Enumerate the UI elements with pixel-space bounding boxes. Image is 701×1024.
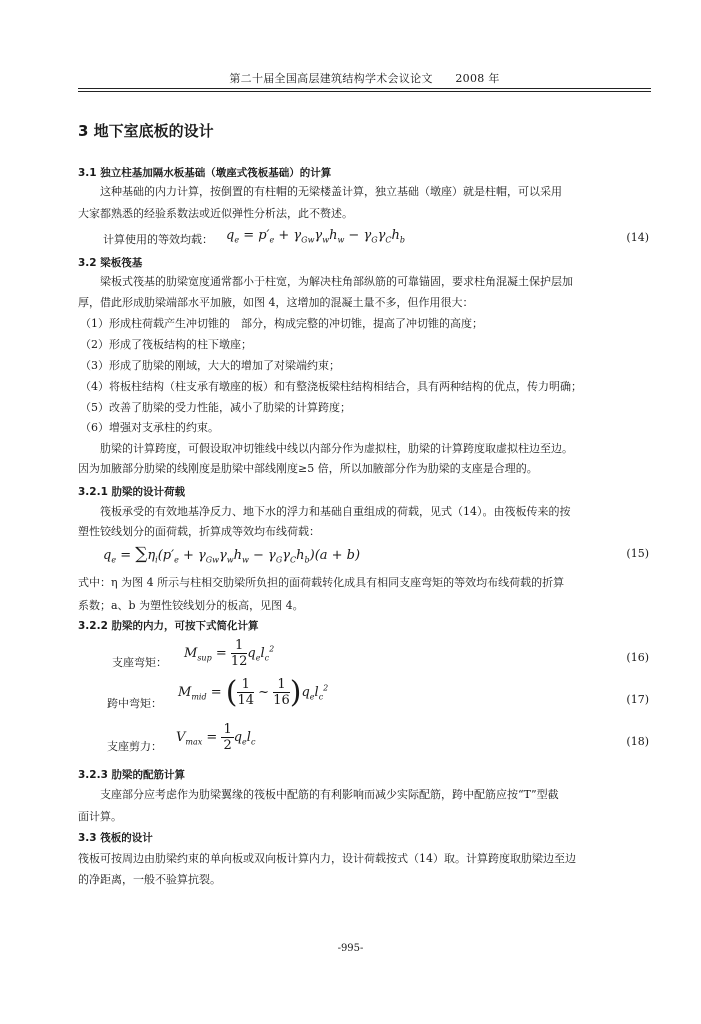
header-rule: [78, 88, 651, 89]
equation-18: $V_{max}$ = $\frac{1}{2}$ $q_el_c$: [176, 722, 256, 753]
header-rule-thin: [78, 91, 651, 92]
equation-16: $M_{sup}$ = $\frac{1}{12}$ $q_el_c^2$: [184, 638, 275, 669]
heading-3-3: 3.3 筏板的设计: [78, 832, 153, 844]
heading-3-2-2: 3.2.2 肋梁的内力，可按下式简化计算: [78, 620, 259, 632]
paragraph-line: 筏板承受的有效地基净反力、地下水的浮力和基础自重组成的荷载，见式（14）。由筏板传来的按: [100, 505, 571, 518]
list-item: （1）形成柱荷载产生冲切锥的 部分，构成完整的冲切锥，提高了冲切锥的高度；: [80, 317, 483, 330]
paragraph-line: 这种基础的内力计算，按倒置的有柱帽的无梁楼盖计算，独立基础（墩座）就是柱帽，可以采用: [100, 185, 562, 198]
equation-note: 式中：η 为图 4 所示与柱相交肋梁所负担的面荷载转化成具有相同支座弯矩的等效均布线荷载的折算: [78, 576, 565, 589]
paragraph-line: 筏板可按周边由肋梁约束的单向板或双向板计算内力，设计荷载按式（14）取。计算跨度取肋梁边至边: [78, 852, 576, 865]
equation-number: (16): [626, 651, 649, 664]
equation-number: (18): [626, 735, 649, 748]
equation-intro: 计算使用的等效均载：: [103, 233, 213, 246]
heading-3-1: 3.1 独立柱基加隔水板基础（墩座式筏板基础）的计算: [78, 167, 332, 179]
paragraph-line: 支座部分应考虑作为肋梁翼缘的筏板中配筋的有利影响而减少实际配筋，跨中配筋应按“T”型截: [100, 788, 559, 801]
paragraph-line: 梁板式筏基的肋梁宽度通常都小于柱宽，为解决柱角部纵筋的可靠锚固，要求柱角混凝土保护层加: [100, 275, 573, 288]
list-item: （6）增强对支承柱的约束。: [80, 421, 219, 434]
equation-number: (15): [626, 547, 649, 560]
equation-label: 支座弯矩：: [112, 656, 167, 669]
list-item: （3）形成了肋梁的刚域，大大的增加了对梁端约束；: [80, 359, 340, 372]
paragraph-line: 厚，借此形成肋梁端部水平加腋，如图 4，这增加的混凝土量不多，但作用很大：: [78, 296, 474, 309]
section-title: 3 地下室底板的设计: [78, 122, 214, 140]
paragraph-line: 肋梁的计算跨度，可假设取冲切锥线中线以内部分作为虚拟柱，肋梁的计算跨度取虚拟柱边至边。: [100, 442, 573, 455]
equation-17: $M_{mid}$ = ( $\frac{1}{14}$ ~ $\frac{1}{16}$ )$q_el_c^2$: [178, 675, 329, 710]
paragraph-line: 面计算。: [78, 810, 122, 823]
paragraph-line: 的净距离，一般不验算抗裂。: [78, 873, 221, 886]
equation-label: 跨中弯矩：: [107, 697, 162, 710]
equation-number: (17): [626, 693, 649, 706]
equation-15: $q_e = \sum\eta_i(p'_e + \gamma_{Gw}\gamma_wh_w - \gamma_G\gamma_Ch_b)(a + b)$: [103, 544, 361, 565]
heading-3-2-1: 3.2.1 肋梁的设计荷载: [78, 486, 186, 498]
paragraph-line: 塑性铰线划分的面荷载，折算成等效均布线荷载：: [78, 525, 320, 538]
equation-note: 系数；a、b 为塑性铰线划分的板高，见图 4。: [78, 599, 304, 612]
paragraph-line: 因为加腋部分肋梁的线刚度是肋梁中部线刚度≥5 倍，所以加腋部分作为肋梁的支座是合理的。: [78, 462, 538, 475]
equation-number: (14): [626, 231, 649, 244]
equation-14: $q_e = p'_e + \gamma_{Gw}\gamma_wh_w - \gamma_G\gamma_Ch_b$: [226, 228, 406, 245]
paragraph-line: 大家都熟悉的经验系数法或近似弹性分析法，此不赘述。: [78, 207, 353, 220]
page-number: -995-: [337, 943, 364, 954]
heading-3-2-3: 3.2.3 肋梁的配筋计算: [78, 769, 186, 781]
equation-label: 支座剪力：: [107, 740, 162, 753]
heading-3-2: 3.2 梁板筏基: [78, 257, 143, 269]
list-item: （2）形成了筏板结构的柱下墩座；: [80, 338, 252, 351]
running-header: 第二十届全国高层建筑结构学术会议论文 2008 年: [229, 72, 500, 85]
list-item: （4）将板柱结构（柱支承有墩座的板）和有整浇板梁柱结构相结合，具有两种结构的优点，传力明确；: [80, 380, 582, 393]
list-item: （5）改善了肋梁的受力性能，减小了肋梁的计算跨度；: [80, 401, 351, 414]
